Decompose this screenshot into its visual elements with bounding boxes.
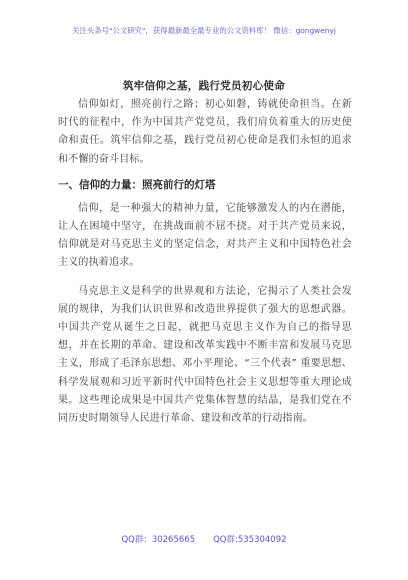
footer-contact <box>0 534 408 546</box>
section1-paragraph-2: 马克思主义是科学的世界观和方法论，它揭示了人类社会发展的规律，为我们认识世界和改造世界提供了强大的思想武器。中国共产党从诞生之日起，就把马克思主义作为自己的指导思想，并在长期的革命、建设和改革实践中不断丰富和发展马克思主义，形成了毛泽东思想、邓小平理论、“三个代表” 重要思想、科学发展观和习近平新时代中国特色社会主义思想等重大理论成果。这些理论成果是中国共产党集体智慧的结晶，是我们党在不同历史时期领导人民进行革命、建设和改革的行动指南。 <box>58 285 352 425</box>
header-promo-note: 关注头条号"公文研究"，获得最新最全最专业的公文资料库！ 微信：gongwenyj <box>72 26 336 35</box>
footer-qq-group-2: QQ群:535304092 <box>213 535 287 545</box>
document-body <box>58 96 352 428</box>
intro-paragraph: 信仰如灯，照亮前行之路；初心如磐，铸就使命担当。在新时代的征程中，作为中国共产党党员，我们肩负着重大的历史使命和责任。筑牢信仰之基，践行党员初心使命是我们永恒的追求和不懈的奋斗目标。 <box>58 99 352 165</box>
footer-qq-group-1: QQ群：30265665 <box>121 535 196 545</box>
document-title: 筑牢信仰之基，践行党员初心使命 <box>123 80 285 92</box>
section1-paragraph-1: 信仰，是一种强大的精神力量，它能够激发人的内在潜能，让人在困境中坚守，在挑战面前不屈不挠。对于共产党员来说，信仰就是对马克思主义的坚定信念，对共产主义和中国特色社会主义的执着追求。 <box>58 202 352 269</box>
section-heading-1: 一、信仰的力量：照亮前行的灯塔 <box>58 178 216 191</box>
